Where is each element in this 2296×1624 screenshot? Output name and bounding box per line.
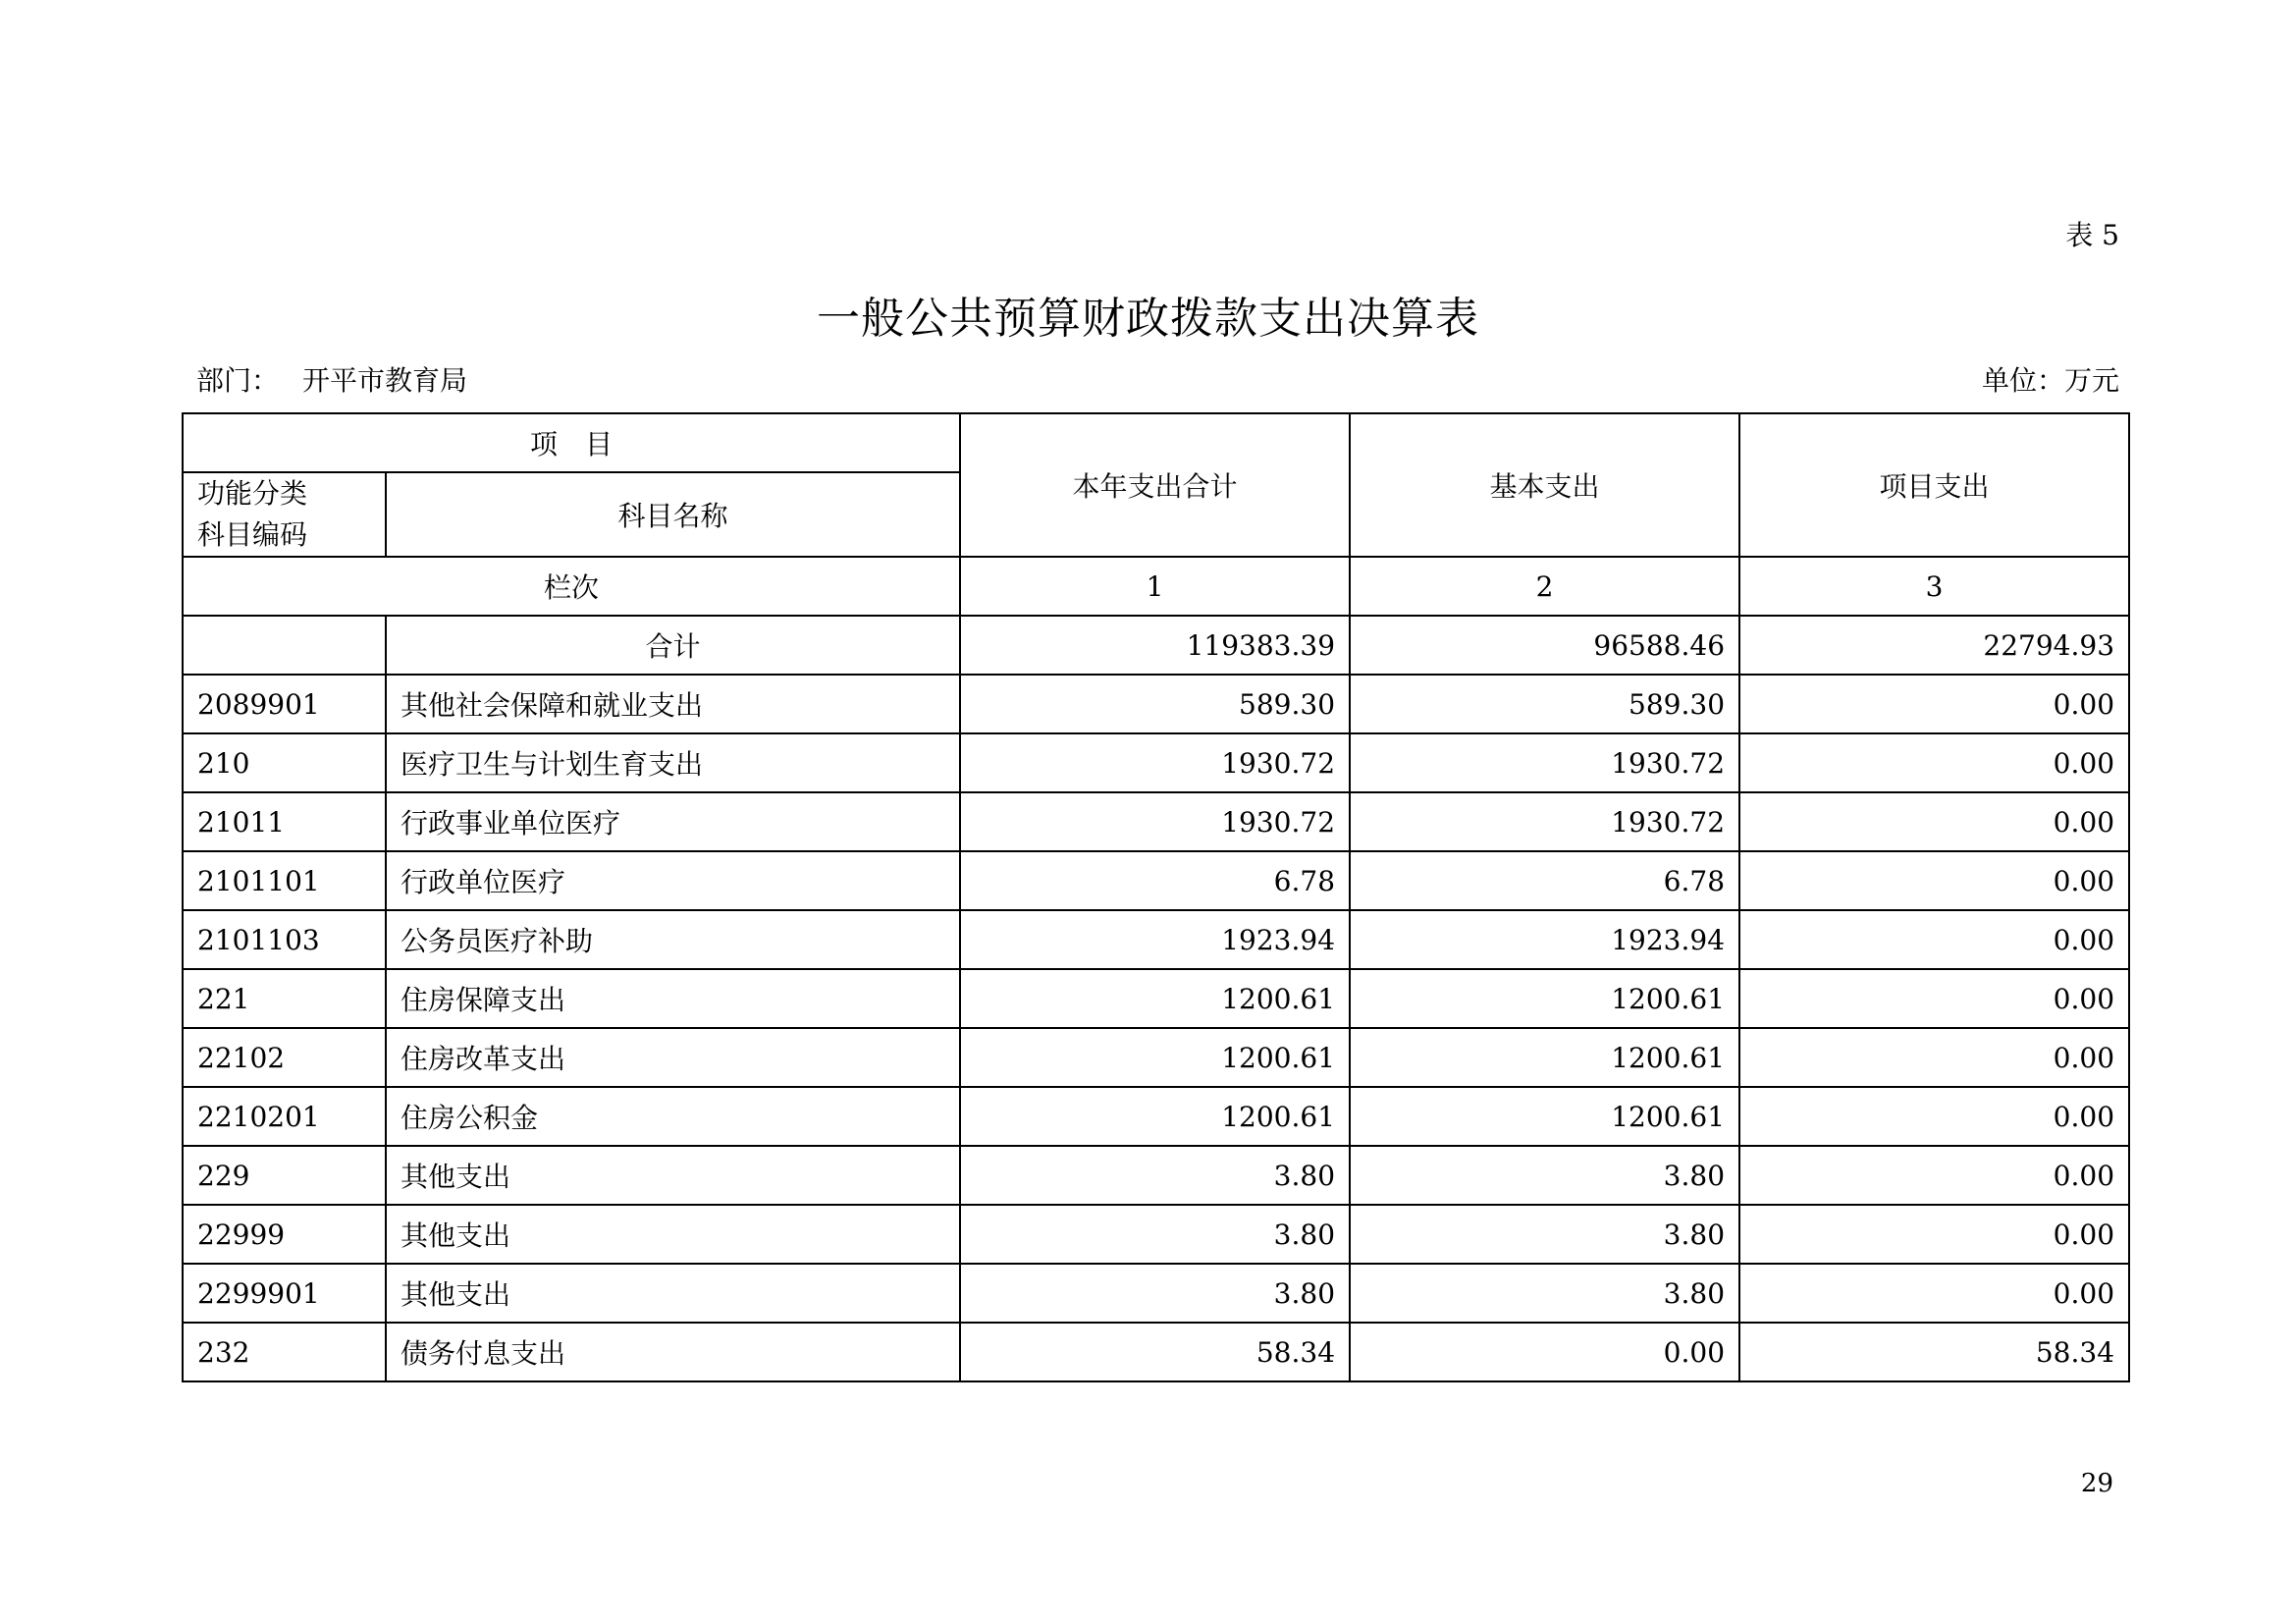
department-label: 部门： xyxy=(196,364,280,397)
row-code: 22999 xyxy=(183,1205,386,1264)
row-total: 58.34 xyxy=(960,1323,1350,1381)
table-row xyxy=(183,675,2129,733)
row-project: 0.00 xyxy=(1739,969,2129,1028)
row-basic: 589.30 xyxy=(1350,675,1739,733)
row-basic: 3.80 xyxy=(1350,1264,1739,1323)
row-name: 医疗卫生与计划生育支出 xyxy=(386,733,960,792)
total-amount: 119383.39 xyxy=(960,616,1350,675)
row-code: 2089901 xyxy=(183,675,386,733)
row-code: 210 xyxy=(183,733,386,792)
department xyxy=(196,359,467,399)
row-total: 589.30 xyxy=(960,675,1350,733)
name-header: 科目名称 xyxy=(386,472,960,557)
code-header xyxy=(183,472,386,557)
row-name: 其他社会保障和就业支出 xyxy=(386,675,960,733)
row-basic: 3.80 xyxy=(1350,1205,1739,1264)
total-project: 22794.93 xyxy=(1739,616,2129,675)
table-body xyxy=(183,616,2129,1381)
row-basic: 1200.61 xyxy=(1350,969,1739,1028)
code-header-line2: 科目编码 xyxy=(197,518,308,551)
table-row xyxy=(183,1087,2129,1146)
row-project: 58.34 xyxy=(1739,1323,2129,1381)
row-basic: 6.78 xyxy=(1350,851,1739,910)
row-name: 行政事业单位医疗 xyxy=(386,792,960,851)
code-header-line1: 功能分类 xyxy=(197,477,308,510)
row-total: 6.78 xyxy=(960,851,1350,910)
table-row xyxy=(183,910,2129,969)
row-code: 221 xyxy=(183,969,386,1028)
row-name: 住房公积金 xyxy=(386,1087,960,1146)
table-number: 表 5 xyxy=(2065,219,2119,251)
row-total: 3.80 xyxy=(960,1264,1350,1323)
row-project: 0.00 xyxy=(1739,910,2129,969)
row-total: 1923.94 xyxy=(960,910,1350,969)
row-basic: 1930.72 xyxy=(1350,733,1739,792)
row-total: 1930.72 xyxy=(960,792,1350,851)
table-row xyxy=(183,851,2129,910)
row-project: 0.00 xyxy=(1739,733,2129,792)
table-row xyxy=(183,1146,2129,1205)
unit-label: 单位：万元 xyxy=(1981,364,2119,397)
row-project: 0.00 xyxy=(1739,1087,2129,1146)
row-code: 22102 xyxy=(183,1028,386,1087)
row-total: 1930.72 xyxy=(960,733,1350,792)
department-name: 开平市教育局 xyxy=(302,364,468,397)
row-code: 2101103 xyxy=(183,910,386,969)
total-code xyxy=(183,616,386,675)
row-code: 21011 xyxy=(183,792,386,851)
row-total: 3.80 xyxy=(960,1205,1350,1264)
row-name: 其他支出 xyxy=(386,1205,960,1264)
column-order-2: 2 xyxy=(1350,557,1739,616)
row-name: 行政单位医疗 xyxy=(386,851,960,910)
col-basic-header: 基本支出 xyxy=(1350,413,1739,557)
page-title: 一般公共预算财政拨款支出决算表 xyxy=(817,294,1479,344)
table-row xyxy=(183,733,2129,792)
row-name: 公务员医疗补助 xyxy=(386,910,960,969)
row-name: 住房保障支出 xyxy=(386,969,960,1028)
column-order-1: 1 xyxy=(960,557,1350,616)
total-basic: 96588.46 xyxy=(1350,616,1739,675)
row-project: 0.00 xyxy=(1739,1146,2129,1205)
row-name: 债务付息支出 xyxy=(386,1323,960,1381)
row-basic: 1200.61 xyxy=(1350,1087,1739,1146)
row-total: 1200.61 xyxy=(960,969,1350,1028)
total-row xyxy=(183,616,2129,675)
row-code: 232 xyxy=(183,1323,386,1381)
table-row xyxy=(183,1028,2129,1087)
table-row xyxy=(183,1323,2129,1381)
total-name: 合计 xyxy=(386,616,960,675)
row-code: 229 xyxy=(183,1146,386,1205)
item-header xyxy=(183,413,960,472)
row-total: 1200.61 xyxy=(960,1087,1350,1146)
row-name: 住房改革支出 xyxy=(386,1028,960,1087)
row-project: 0.00 xyxy=(1739,1264,2129,1323)
col-project-header: 项目支出 xyxy=(1739,413,2129,557)
row-total: 1200.61 xyxy=(960,1028,1350,1087)
row-code: 2210201 xyxy=(183,1087,386,1146)
col-total-header: 本年支出合计 xyxy=(960,413,1350,557)
row-basic: 3.80 xyxy=(1350,1146,1739,1205)
row-total: 3.80 xyxy=(960,1146,1350,1205)
row-code: 2101101 xyxy=(183,851,386,910)
item-header-text: 项 目 xyxy=(530,428,614,460)
row-basic: 1923.94 xyxy=(1350,910,1739,969)
row-basic: 1930.72 xyxy=(1350,792,1739,851)
row-code: 2299901 xyxy=(183,1264,386,1323)
row-project: 0.00 xyxy=(1739,1028,2129,1087)
table-row xyxy=(183,1264,2129,1323)
page-number: 29 xyxy=(2080,1469,2113,1498)
column-order-3: 3 xyxy=(1739,557,2129,616)
row-project: 0.00 xyxy=(1739,675,2129,733)
table-row xyxy=(183,1205,2129,1264)
row-basic: 1200.61 xyxy=(1350,1028,1739,1087)
table-row xyxy=(183,792,2129,851)
row-basic: 0.00 xyxy=(1350,1323,1739,1381)
row-project: 0.00 xyxy=(1739,851,2129,910)
row-project: 0.00 xyxy=(1739,792,2129,851)
row-project: 0.00 xyxy=(1739,1205,2129,1264)
table-row xyxy=(183,969,2129,1028)
column-order-label: 栏次 xyxy=(183,557,960,616)
row-name: 其他支出 xyxy=(386,1146,960,1205)
row-name: 其他支出 xyxy=(386,1264,960,1323)
budget-table xyxy=(182,412,2130,1382)
